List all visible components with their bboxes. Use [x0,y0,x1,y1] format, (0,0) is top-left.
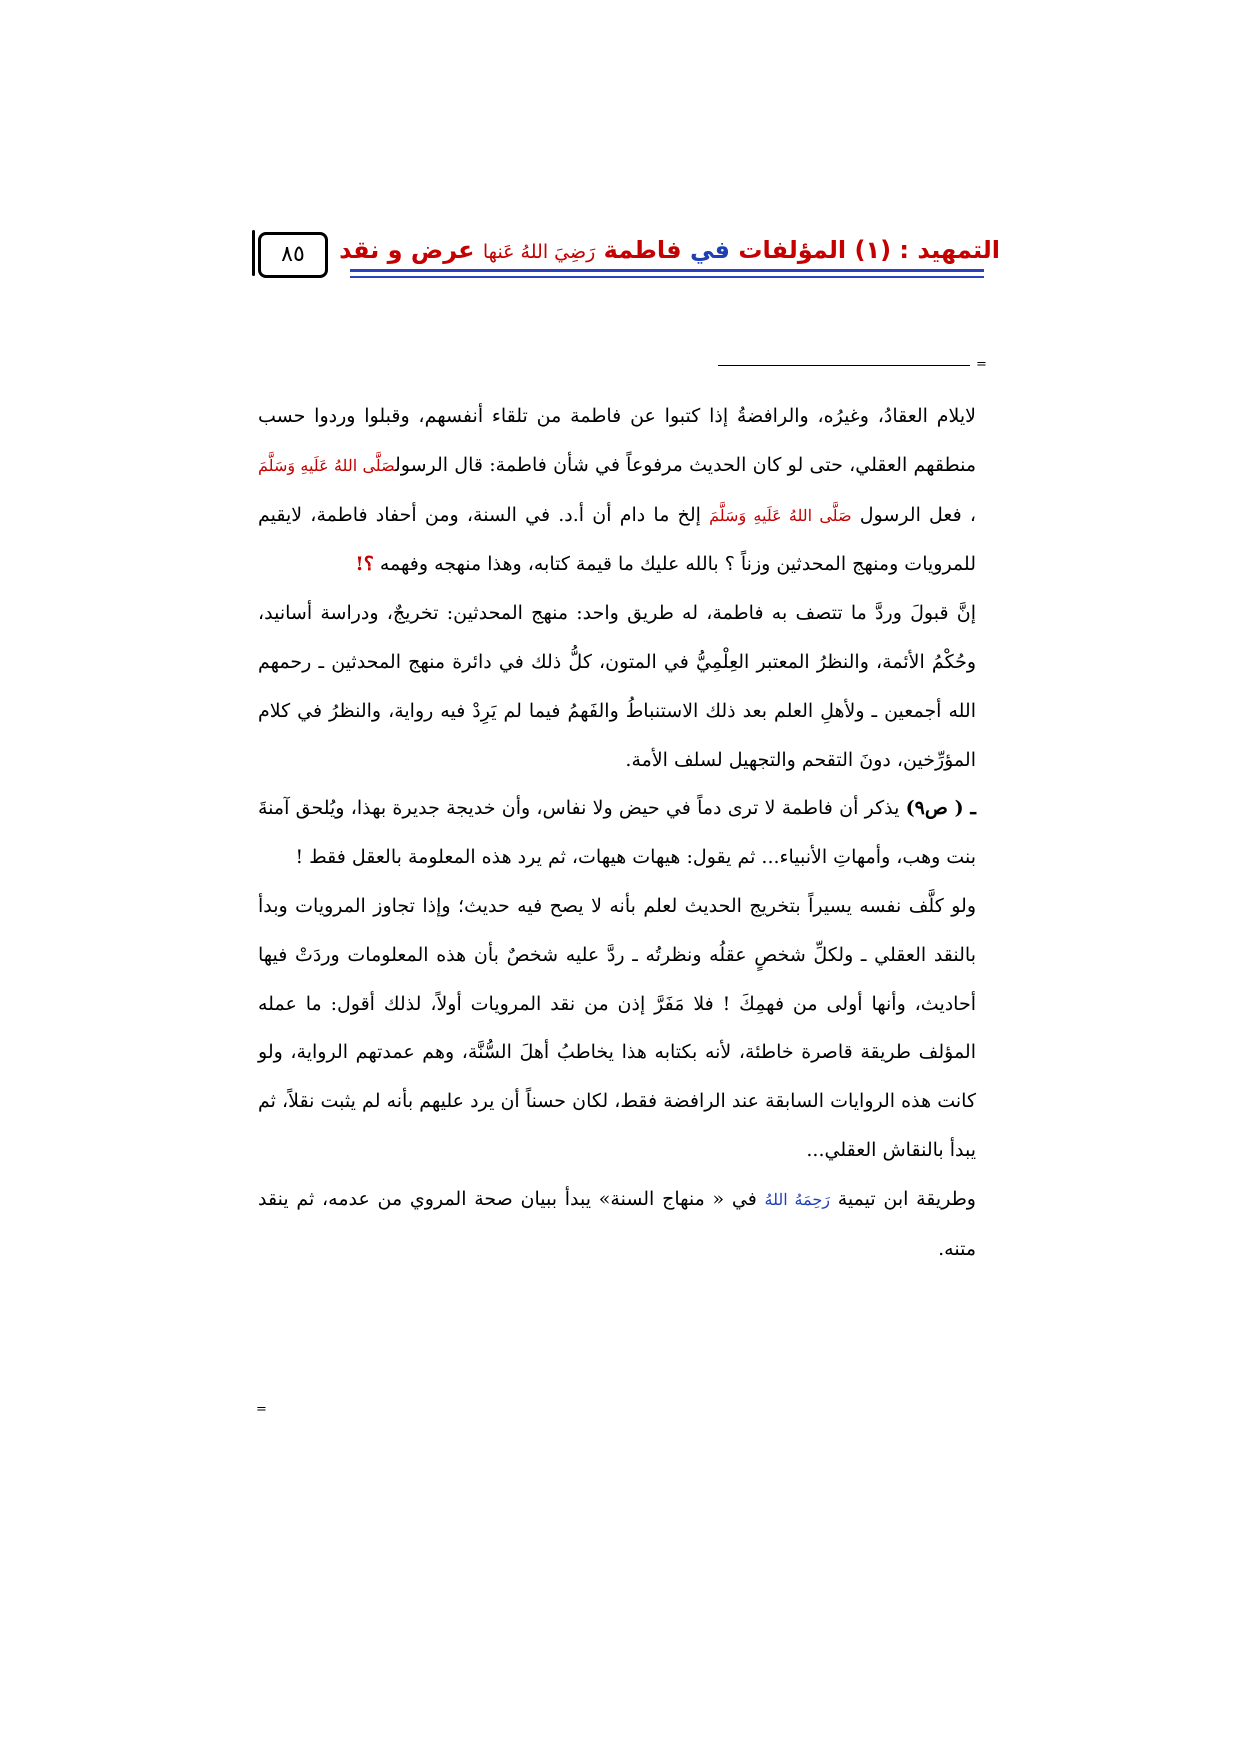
p1-text-a: لايلام العقادُ، وغيرُه، والرافضةُ إذا كتبوا عن فاطمة من تلقاء أنفسهم، وقبلوا وردوا حسب منطقهم العقلي، حتى لو كان الحديث مرفوعاً في شأن فاطمة: قال الرسول [258,405,977,476]
body-text [258,392,976,1273]
p1-honorific-1: صَلَّى اللهُ عَلَيهِ وَسَلَّمَ [258,455,395,475]
page-number: ٨٥ [281,242,305,267]
paragraph-2: إنَّ قبولَ وردَّ ما تتصف به فاطمة، له طريق واحد: منهج المحدثين: تخريجٌ، ودراسة أسانيد، وحُكْمُ الأئمة، والنظرُ المعتبر العِلْمِيُّ في المتون، كلُّ ذلك في دائرة منهج المحدثين ـ رحمهم الله أجمعين ـ ولأهلِ العلم بعد ذلك الاستنباطُ والفَهمُ فيما لم يَرِدْ فيه رواية، والنظرُ في كلام المؤرِّخين، دونَ التقحم والتجهيل لسلف الأمة. [258,602,976,771]
p1-honorific-2: صَلَّى اللهُ عَلَيهِ وَسَلَّمَ [709,505,852,525]
header-title-part4: عرض و نقد [339,236,483,264]
header-rule-thick [350,269,984,272]
footnote-separator [718,365,970,366]
header-title-part2: في [689,236,730,264]
p1-exclamation: ؟! [355,553,374,576]
paragraph-4: ولو كلَّف نفسه يسيراً بتخريج الحديث لعلم بأنه لا يصح فيه حديث؛ وإذا تجاوز المرويات وبدأ بالنقد العقلي ـ ولكلِّ شخصٍ عقلُه ونظرتُه ـ ردَّ عليه شخصٌ بأن هذه المعلومات وردَتْ فيها أحاديث، وأنها أولى من فهمِكَ ! فلا مَفَرَّ إذن من نقد المرويات أولاً، لذلك أقول: ما عمله المؤلف طريقة قاصرة خاطئة، لأنه بكتابه هذا يخاطبُ أهلَ السُّنَّة، وهم عمدتهم الرواية، ولو كانت هذه الروايات السابقة عند الرافضة فقط، لكان حسناً أن يرد عليهم بأنه لم يثبت نقلاً، ثم يبدأ بالنقاش العقلي... [258,894,976,1161]
continuation-mark-top: = [976,357,987,372]
p5-honorific: رَحِمَهُ اللهُ [764,1189,830,1209]
p3-page-ref: ـ ( ص٩) [905,797,977,820]
p1-text-c: إلخ ما دام أن أ.د. في السنة، ومن أحفاد فاطمة، لايقيم للمرويات ومنهج المحدثين وزناً ؟ بالله عليك ما قيمة كتابه، وهذا منهجه وفهمه [258,503,976,576]
p5-text-b: في « منهاج السنة» يبدأ ببيان صحة المروي من عدمه، ثم ينقد متنه. [258,1187,976,1260]
header-title-part1: التمهيد : (١) المؤلفات [729,236,1000,264]
header-rule-thin [350,276,984,278]
p5-text-a: وطريقة ابن تيمية [829,1187,976,1210]
page-number-box [258,232,328,278]
header-honorific: رَضِيَ اللهُ عَنها [482,241,596,263]
running-header-title [339,236,1000,264]
continuation-mark-bottom: = [256,1402,267,1417]
paragraph-3 [258,784,976,882]
paragraph-1 [258,392,976,589]
p3-text: يذكر أن فاطمة لا ترى دماً في حيض ولا نفاس، وأن خديجة جديرة بهذا، ويُلحق آمنةَ بنت وهب، وأمهاتِ الأنبياء... ثم يقول: هيهات هيهات، ثم يرد هذه المعلومة بالعقل فقط ! [258,797,976,869]
paragraph-5 [258,1175,976,1274]
p1-text-b: ، فعل الرسول [851,503,977,526]
header-title-part3: فاطمة [595,236,690,264]
